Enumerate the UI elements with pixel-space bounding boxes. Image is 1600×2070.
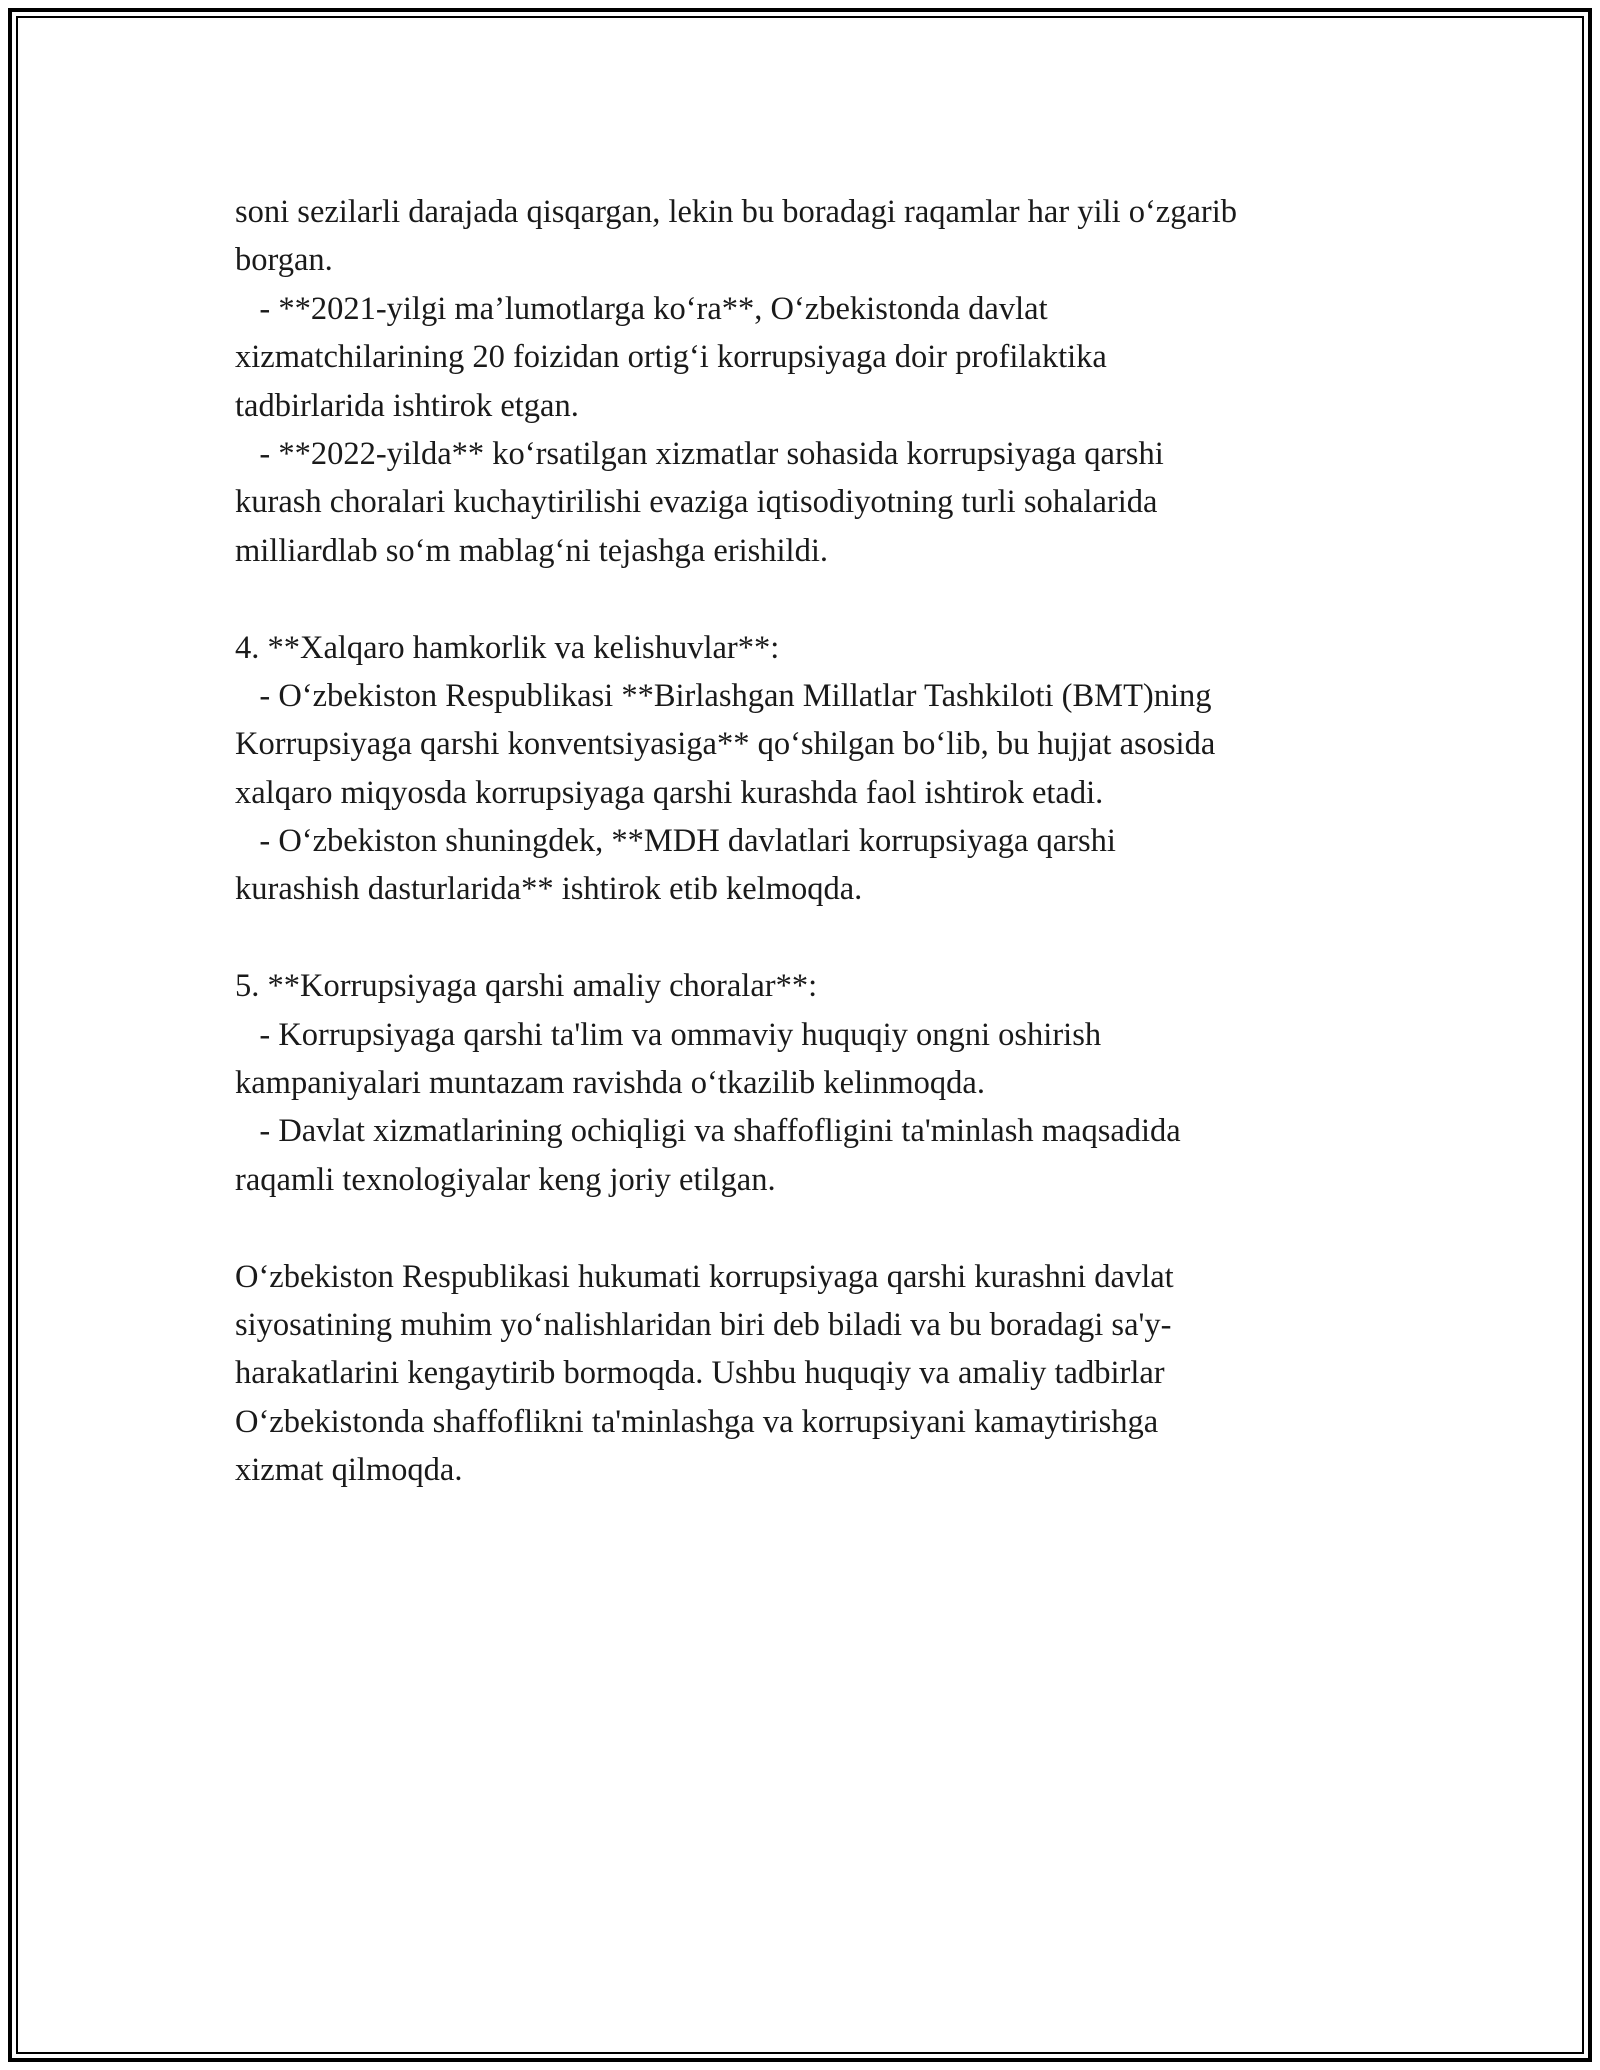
paragraph (235, 188, 1395, 575)
text-line: 5. **Korrupsiyaga qarshi amaliy choralar**: (235, 968, 818, 1005)
text-line: - O‘zbekiston Respublikasi **Birlashgan Millatlar Tashkiloti (BMT)ning (235, 677, 1212, 714)
text-line: xalqaro miqyosda korrupsiyaga qarshi kurashda faol ishtirok etadi. (235, 774, 1104, 811)
text-line: tadbirlarida ishtirok etgan. (235, 387, 579, 424)
text-line: kurashish dasturlarida** ishtirok etib kelmoqda. (235, 871, 863, 908)
text-line: soni sezilarli darajada qisqargan, lekin bu boradagi raqamlar har yili o‘zgarib (235, 194, 1238, 230)
text-line: kurash choralari kuchaytirilishi evaziga iqtisodiyotning turli sohalarida (235, 484, 1158, 521)
text-line: O‘zbekiston Respublikasi hukumati korrupsiyaga qarshi kurashni davlat (235, 1258, 1174, 1295)
paragraph-gap (235, 1204, 1395, 1252)
text-line: 4. **Xalqaro hamkorlik va kelishuvlar**: (235, 629, 780, 666)
paragraph (235, 624, 1395, 914)
text-line: O‘zbekistonda shaffoflikni ta'minlashga va korrupsiyani kamaytirishga (235, 1403, 1159, 1440)
text-line: raqamli texnologiyalar keng joriy etilgan. (235, 1161, 776, 1198)
text-line: - O‘zbekiston shuningdek, **MDH davlatlari korrupsiyaga qarshi (235, 823, 1116, 860)
text-line: milliardlab so‘m mablag‘ni tejashga erishildi. (235, 532, 828, 569)
text-line: kampaniyalari muntazam ravishda o‘tkazilib kelinmoqda. (235, 1065, 985, 1102)
text-line: - Davlat xizmatlarining ochiqligi va shaffofligini ta'minlash maqsadida (235, 1113, 1181, 1150)
text-line: - Korrupsiyaga qarshi ta'lim va ommaviy huquqiy ongni oshirish (235, 1016, 1102, 1053)
text-line: harakatlarini kengaytirib bormoqda. Ushbu huquqiy va amaliy tadbirlar (235, 1355, 1165, 1392)
paragraph-gap (235, 575, 1395, 623)
text-line: - **2021-yilgi ma’lumotlarga ko‘ra**, O‘zbekistonda davlat (235, 290, 1048, 327)
paragraph (235, 1253, 1395, 1495)
paragraph-gap (235, 914, 1395, 962)
document-body (235, 188, 1395, 1495)
paragraph (235, 962, 1395, 1204)
text-line: xizmatchilarining 20 foizidan ortig‘i korrupsiyaga doir profilaktika (235, 339, 1107, 376)
text-line: siyosatining muhim yo‘nalishlaridan biri deb biladi va bu boradagi sa'y- (235, 1306, 1172, 1343)
text-line: borgan. (235, 242, 333, 279)
text-line: Korrupsiyaga qarshi konventsiyasiga** qo‘shilgan bo‘lib, bu hujjat asosida (235, 726, 1216, 763)
text-line: - **2022-yilda** ko‘rsatilgan xizmatlar sohasida korrupsiyaga qarshi (235, 435, 1164, 472)
text-line: xizmat qilmoqda. (235, 1452, 463, 1489)
